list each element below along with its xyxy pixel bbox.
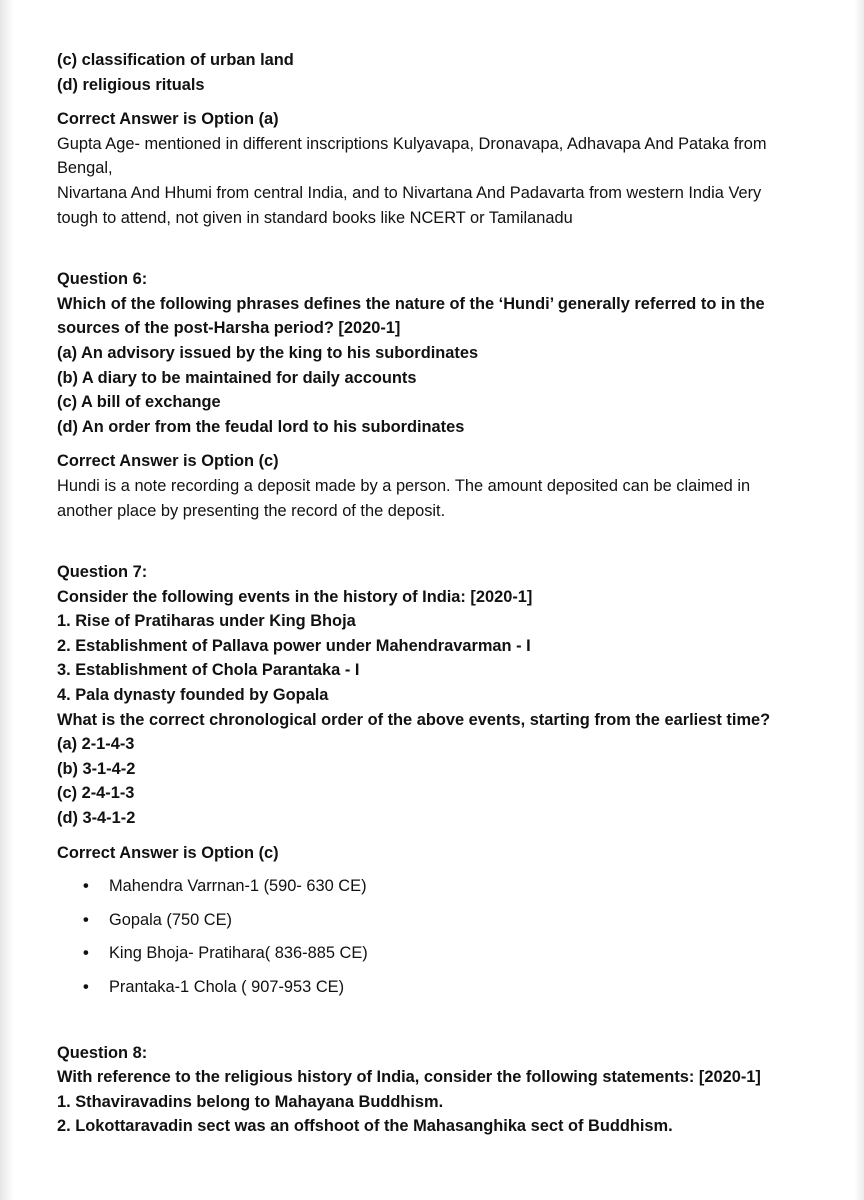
list-item — [57, 874, 817, 899]
bullet-icon: • — [83, 877, 89, 896]
bullet-icon: • — [83, 944, 89, 963]
bullet-icon: • — [83, 978, 89, 996]
q6-option-b: (b) A diary to be maintained for daily accounts — [57, 368, 417, 387]
q7-event-3: 3. Establishment of Chola Parantaka - I — [57, 661, 360, 680]
document-body — [57, 48, 817, 1139]
q7-option-b: (b) 3-1-4-2 — [57, 759, 136, 778]
q7-option-c: (c) 2-4-1-3 — [57, 784, 135, 803]
q8-statement-1: 1. Sthaviravadins belong to Mahayana Buddhism. — [57, 1092, 444, 1111]
q7-explanation-list — [57, 874, 817, 999]
q6-explanation-line: another place by presenting the record of the deposit. — [57, 501, 446, 520]
q5-explanation-line: Bengal, — [57, 159, 113, 178]
q6-question-line: sources of the post-Harsha period? [2020-1] — [57, 319, 401, 338]
q6-question-line: Which of the following phrases defines the nature of the ‘Hundi’ generally referred to in the — [57, 294, 765, 313]
page-right-edge — [854, 0, 864, 1200]
q7-option-d: (d) 3-4-1-2 — [57, 809, 136, 828]
q7-question: What is the correct chronological order of the above events, starting from the earliest time? — [57, 710, 771, 729]
q6-heading: Question 6: — [57, 270, 148, 289]
q5-correct-answer: Correct Answer is Option (a) — [57, 110, 279, 129]
q5-explanation-line: Gupta Age- mentioned in different inscriptions Kulyavapa, Dronavapa, Adhavapa And Pataka from — [57, 134, 767, 153]
q7-correct-answer: Correct Answer is Option (c) — [57, 843, 279, 862]
list-item-text: Gopala (750 CE) — [109, 910, 232, 929]
q7-event-4: 4. Pala dynasty founded by Gopala — [57, 686, 329, 705]
list-item — [57, 975, 817, 1000]
q8-statement-2: 2. Lokottaravadin sect was an offshoot of the Mahasanghika sect of Buddhism. — [57, 1117, 673, 1136]
bullet-icon: • — [83, 910, 89, 929]
list-item — [57, 941, 817, 966]
q5-explanation-line: tough to attend, not given in standard books like NCERT or Tamilanadu — [57, 208, 573, 227]
list-item-text: Mahendra Varrnan-1 (590- 630 CE) — [109, 877, 367, 896]
q6-option-d: (d) An order from the feudal lord to his subordinates — [57, 417, 465, 436]
q6-option-a: (a) An advisory issued by the king to his subordinates — [57, 343, 479, 362]
q7-event-1: 1. Rise of Pratiharas under King Bhoja — [57, 612, 356, 631]
q5-option-d: (d) religious rituals — [57, 75, 205, 94]
q8-intro: With reference to the religious history of India, consider the following statements: [2020-1] — [57, 1068, 761, 1087]
q7-intro: Consider the following events in the history of India: [2020-1] — [57, 587, 533, 606]
q8-heading: Question 8: — [57, 1043, 148, 1062]
q5-option-c: (c) classification of urban land — [57, 51, 294, 69]
page-left-edge — [0, 0, 14, 1200]
q7-event-2: 2. Establishment of Pallava power under Mahendravarman - I — [57, 636, 531, 655]
q6-option-c: (c) A bill of exchange — [57, 393, 221, 412]
list-item-text: King Bhoja- Pratihara( 836-885 CE) — [109, 944, 368, 963]
list-item — [57, 908, 817, 933]
q5-explanation-line: Nivartana And Hhumi from central India, and to Nivartana And Padavarta from western India Very — [57, 183, 762, 202]
q7-option-a: (a) 2-1-4-3 — [57, 735, 135, 754]
list-item-text: Prantaka-1 Chola ( 907-953 CE) — [109, 978, 345, 996]
q6-explanation-line: Hundi is a note recording a deposit made by a person. The amount deposited can be claimed in — [57, 476, 751, 495]
q6-correct-answer: Correct Answer is Option (c) — [57, 452, 279, 471]
q7-heading: Question 7: — [57, 563, 148, 582]
